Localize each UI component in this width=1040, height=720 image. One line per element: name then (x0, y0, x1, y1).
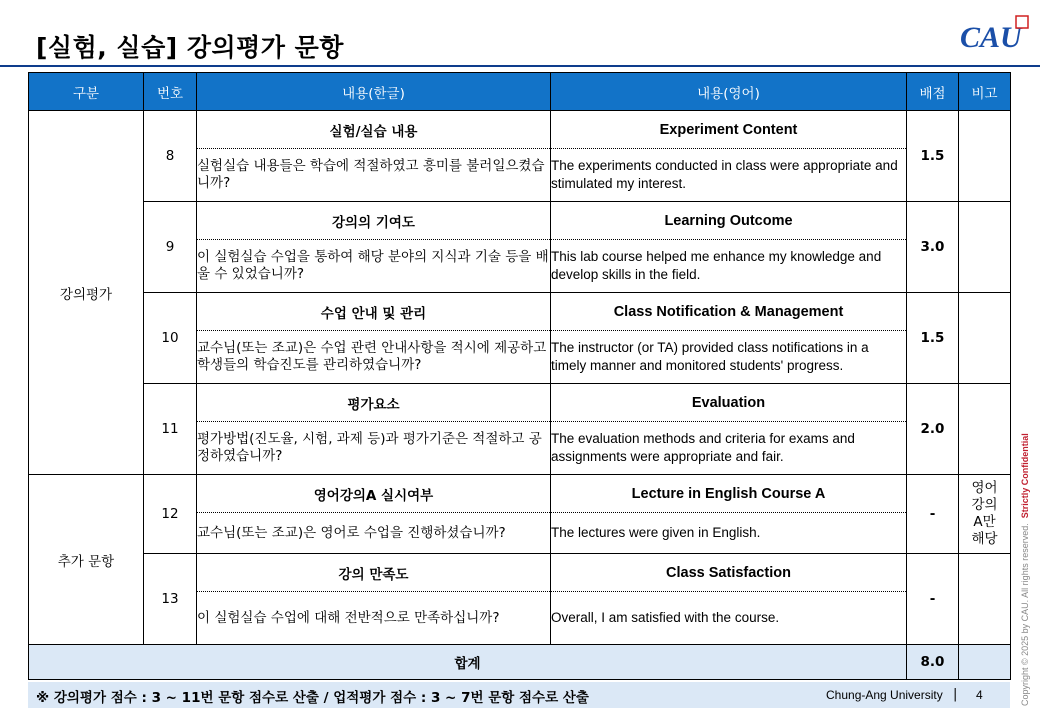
score-cell: - (907, 475, 959, 554)
score-cell: 2.0 (907, 384, 959, 475)
score-cell: 1.5 (907, 111, 959, 202)
number-cell: 9 (144, 202, 197, 293)
body-ko: 교수님(또는 조교)은 수업 관련 안내사항을 적시에 제공하고 학생들의 학습진도를 관리하였습니까? (197, 331, 551, 384)
body-en: The lectures were given in English. (551, 513, 907, 554)
heading-en: Learning Outcome (551, 202, 907, 240)
heading-en: Evaluation (551, 384, 907, 422)
footer-note: ※ 강의평가 점수 : 3 ~ 11번 문항 점수로 산출 / 업적평가 점수 : 3 ~ 7번 문항 점수로 산출 (36, 690, 589, 706)
note-cell (959, 554, 1011, 645)
body-ko: 실험실습 내용들은 학습에 적절하였고 흥미를 불러일으켰습니까? (197, 149, 551, 202)
category-cell: 강의평가 (29, 111, 144, 475)
body-en: The evaluation methods and criteria for exams and assignments were appropriate and fair. (551, 422, 907, 475)
header-note: 비고 (959, 73, 1011, 111)
note-cell (959, 293, 1011, 384)
footer-separator: | (953, 687, 958, 702)
heading-en: Class Notification & Management (551, 293, 907, 331)
evaluation-table (28, 72, 1011, 680)
table-row (29, 111, 1011, 149)
table-header-row (29, 73, 1011, 111)
logo-text: CAU (960, 21, 1022, 54)
number-cell: 12 (144, 475, 197, 554)
note-cell (959, 111, 1011, 202)
header-content-ko: 내용(한글) (197, 73, 551, 111)
heading-ko: 수업 안내 및 관리 (197, 293, 551, 331)
number-cell: 10 (144, 293, 197, 384)
page-number: 4 (976, 688, 983, 702)
score-cell: - (907, 554, 959, 645)
score-cell: 1.5 (907, 293, 959, 384)
table-row (29, 293, 1011, 331)
table-row (29, 475, 1011, 513)
side-copyright (1020, 433, 1030, 706)
heading-en: Experiment Content (551, 111, 907, 149)
total-row (29, 645, 1011, 680)
number-cell: 8 (144, 111, 197, 202)
category-cell: 추가 문항 (29, 475, 144, 645)
copyright-text: Copyright © 2025 by CAU. All rights reserved. (1020, 523, 1030, 706)
heading-en: Lecture in English Course A (551, 475, 907, 513)
heading-ko: 평가요소 (197, 384, 551, 422)
header-score: 배점 (907, 73, 959, 111)
total-label: 합계 (29, 645, 907, 680)
note-cell (959, 384, 1011, 475)
body-ko: 평가방법(진도율, 시험, 과제 등)과 평가기준은 적절하고 공정하였습니까? (197, 422, 551, 475)
total-note (959, 645, 1011, 680)
note-cell (959, 202, 1011, 293)
table-row (29, 554, 1011, 592)
heading-ko: 강의 만족도 (197, 554, 551, 592)
table-row (29, 384, 1011, 422)
body-ko: 교수님(또는 조교)은 영어로 수업을 진행하셨습니까? (197, 513, 551, 554)
number-cell: 11 (144, 384, 197, 475)
header-category: 구분 (29, 73, 144, 111)
heading-en: Class Satisfaction (551, 554, 907, 592)
heading-ko: 영어강의A 실시여부 (197, 475, 551, 513)
score-cell: 3.0 (907, 202, 959, 293)
heading-ko: 실험/실습 내용 (197, 111, 551, 149)
body-en: This lab course helped me enhance my knowledge and develop skills in the field. (551, 240, 907, 293)
header-content-en: 내용(영어) (551, 73, 907, 111)
heading-ko: 강의의 기여도 (197, 202, 551, 240)
body-en: The experiments conducted in class were appropriate and stimulated my interest. (551, 149, 907, 202)
total-score: 8.0 (907, 645, 959, 680)
header-number: 번호 (144, 73, 197, 111)
body-en: The instructor (or TA) provided class notifications in a timely manner and monitored students' progress. (551, 331, 907, 384)
body-en: Overall, I am satisfied with the course. (551, 592, 907, 645)
title-rule (0, 65, 1040, 67)
body-ko: 이 실험실습 수업에 대해 전반적으로 만족하십니까? (197, 592, 551, 645)
confidential-text: Strictly Confidential (1020, 433, 1030, 519)
slide-title: [실험, 실습] 강의평가 문항 (36, 33, 344, 62)
body-ko: 이 실험실습 수업을 통하여 해당 분야의 지식과 기술 등을 배울 수 있었습니까? (197, 240, 551, 293)
note-cell: 영어강의A만해당 (959, 475, 1011, 554)
footer-university: Chung-Ang University (826, 688, 943, 702)
cau-logo (956, 14, 1036, 54)
number-cell: 13 (144, 554, 197, 645)
table-row (29, 202, 1011, 240)
